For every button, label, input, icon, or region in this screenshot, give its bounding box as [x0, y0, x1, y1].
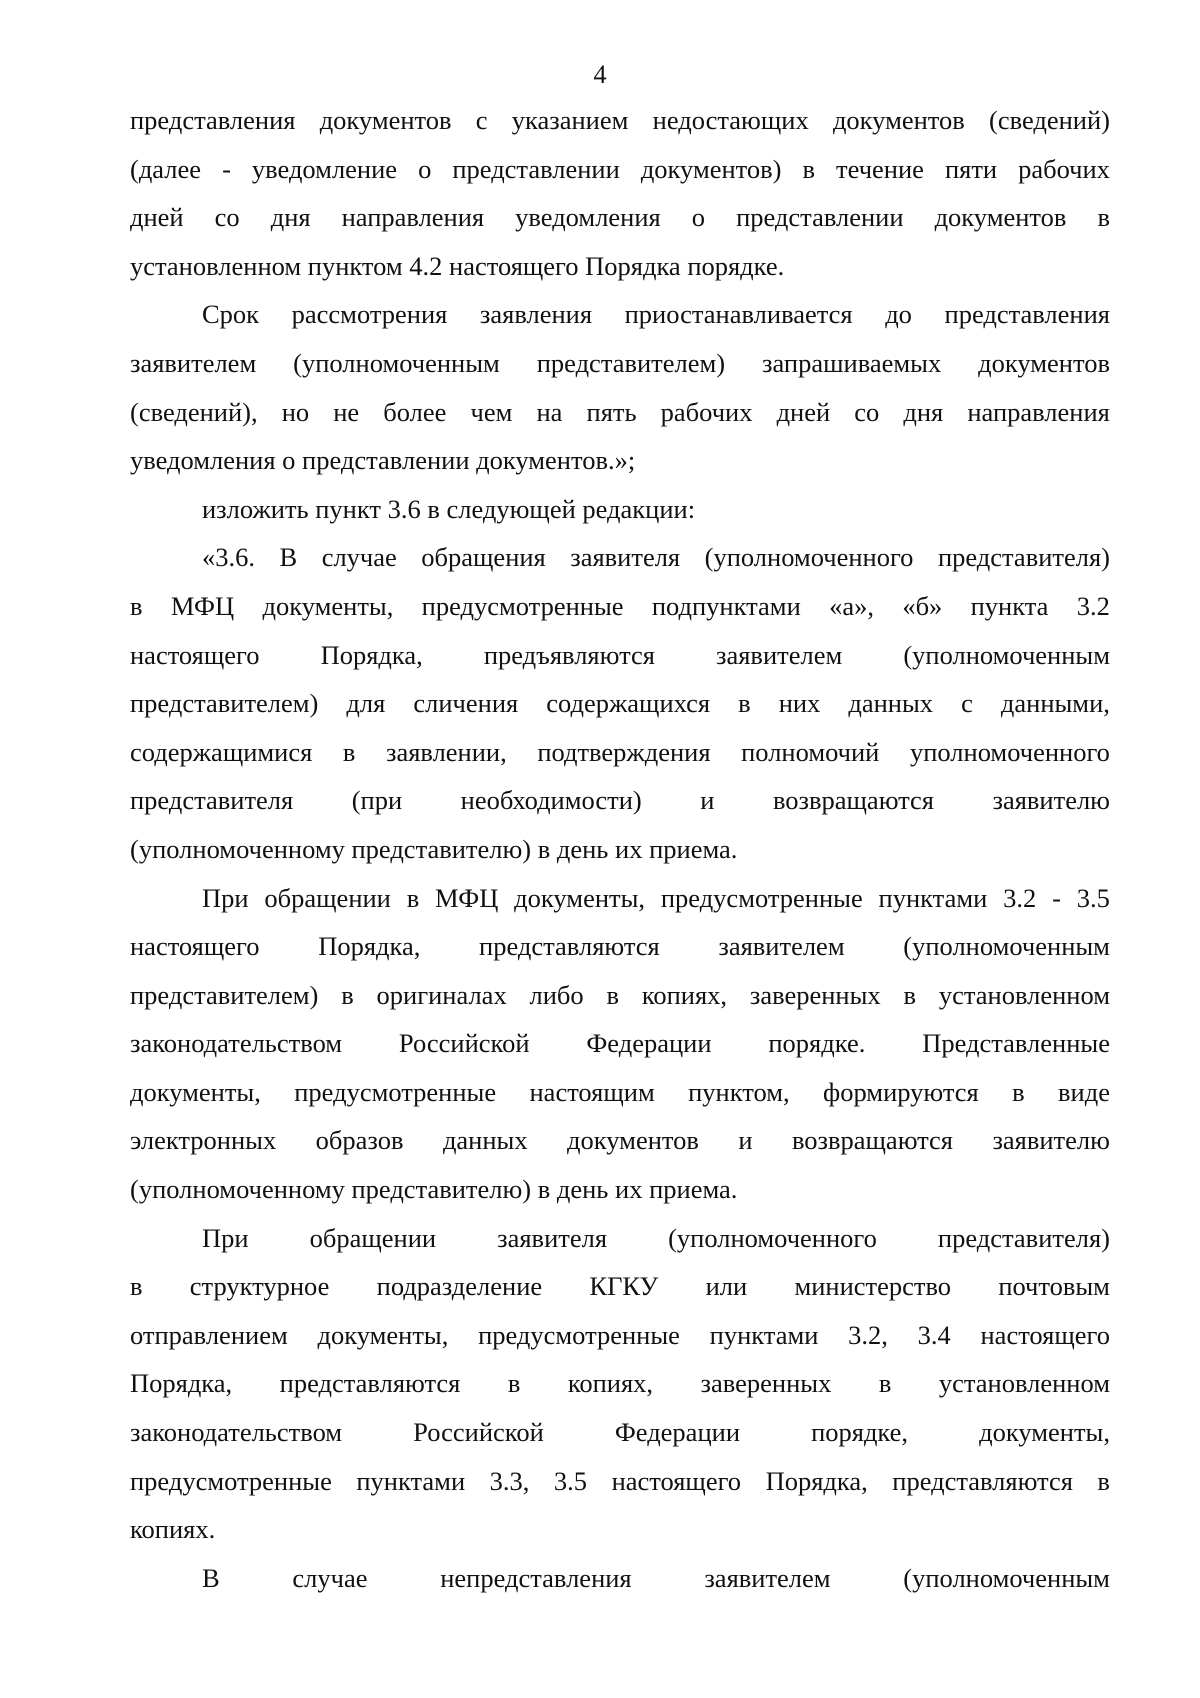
word: или — [705, 1271, 748, 1302]
word: законодательством — [130, 1028, 343, 1059]
word: представителем) — [536, 347, 726, 378]
word: предусмотренные — [421, 590, 624, 621]
word: Российской — [398, 1028, 530, 1059]
word: подпунктами — [651, 590, 801, 621]
text-line — [130, 922, 1110, 971]
text-line — [130, 339, 1110, 388]
text-line — [130, 533, 1110, 582]
word: документы, — [979, 1417, 1110, 1448]
word: «б» — [902, 590, 943, 621]
word: дней — [776, 396, 831, 427]
word: полномочий — [741, 736, 880, 767]
text-line: установленном пунктом 4.2 настоящего Порядка порядке. — [130, 250, 785, 281]
word: недостающих — [652, 105, 809, 135]
word: пунктами — [709, 1319, 819, 1350]
word: (уполномоченного — [668, 1222, 877, 1253]
word: до — [885, 299, 912, 330]
word: представляются — [892, 1465, 1073, 1496]
text-line: уведомления о представлении документов.»; — [130, 445, 636, 476]
word: документов) — [640, 153, 782, 184]
word: 3.2, — [848, 1319, 888, 1350]
word: документов — [978, 347, 1110, 378]
word: представлении — [736, 202, 904, 233]
word: в — [130, 590, 143, 621]
word: пунктом, — [688, 1076, 790, 1107]
word: в — [878, 1368, 892, 1399]
word: заявления — [479, 299, 593, 330]
word: на — [536, 396, 563, 427]
word: Порядка, — [318, 931, 421, 962]
page-number: 4 — [593, 60, 607, 89]
word: заявителя — [497, 1222, 608, 1253]
word: представлении — [452, 153, 620, 184]
word: отправлением — [130, 1319, 288, 1350]
word: МФЦ — [435, 882, 499, 913]
word: возвращаются — [791, 1125, 953, 1156]
word: содержащихся — [546, 688, 711, 719]
word: МФЦ — [170, 590, 235, 621]
word: рассмотрения — [291, 299, 448, 330]
word: документы, — [130, 1076, 261, 1107]
word: (уполномоченным — [903, 639, 1110, 670]
word: документы, — [317, 1319, 449, 1350]
word: в — [341, 979, 354, 1010]
word: со — [214, 202, 240, 233]
word: уведомление — [251, 153, 398, 184]
word: направления — [341, 202, 485, 233]
word: При — [202, 1222, 249, 1253]
word: Представленные — [922, 1028, 1110, 1059]
text-line — [130, 1554, 1110, 1603]
word: (при — [351, 785, 403, 816]
word: (уполномоченным — [293, 347, 500, 378]
word: представляются — [279, 1368, 461, 1399]
word: заявлении, — [385, 736, 507, 767]
text-line — [130, 145, 1110, 194]
word: - — [222, 153, 231, 184]
text-line — [130, 193, 1110, 242]
word: настоящего — [130, 639, 260, 670]
word: в — [903, 979, 917, 1010]
word: дня — [270, 202, 311, 233]
word: в — [738, 688, 751, 719]
word: При — [202, 882, 249, 913]
word: представителя) — [937, 542, 1110, 573]
word: данными, — [1000, 688, 1110, 719]
word: (далее — [130, 153, 202, 184]
word: «3.6. — [202, 542, 255, 573]
word: документов — [567, 1125, 699, 1156]
word: для — [346, 688, 386, 719]
word: в — [507, 1368, 521, 1399]
word: 3.2 — [1076, 590, 1110, 621]
word: настоящего — [611, 1465, 742, 1496]
word: запрашиваемых — [762, 347, 942, 378]
word: настоящего — [980, 1319, 1110, 1350]
word: обращении — [264, 882, 391, 913]
word: возвращаются — [772, 785, 934, 816]
text-line — [130, 290, 1110, 339]
word: подразделение — [376, 1271, 543, 1302]
word: документов — [934, 202, 1067, 233]
word: 3.2 — [1003, 882, 1037, 913]
word: представления — [130, 105, 296, 135]
word: министерство — [794, 1271, 952, 1302]
word: уведомления — [515, 202, 661, 233]
word: обращении — [309, 1222, 437, 1253]
word: почтовым — [998, 1271, 1110, 1302]
word: сличения — [413, 688, 519, 719]
word: пункта — [970, 590, 1049, 621]
word: представления — [944, 299, 1110, 330]
word: в — [342, 736, 356, 767]
word: предусмотренные — [478, 1319, 680, 1350]
text-line — [130, 679, 1110, 728]
word: данных — [442, 1125, 528, 1156]
word: «а», — [829, 590, 874, 621]
text-line: копиях. — [130, 1514, 216, 1545]
word: более — [383, 396, 447, 427]
word: в — [606, 979, 620, 1010]
word: установленном — [938, 1368, 1110, 1399]
word: предусмотренные — [130, 1465, 332, 1496]
document-body — [130, 96, 1110, 1602]
word: 3.3, — [489, 1465, 530, 1496]
word: либо — [529, 979, 584, 1010]
text-line — [130, 1116, 1110, 1165]
word: со — [854, 396, 880, 427]
word: (сведений) — [989, 105, 1110, 135]
word: необходимости) — [460, 785, 642, 816]
text-line — [130, 1068, 1110, 1117]
word: копиях, — [641, 979, 728, 1010]
word: законодательством — [130, 1417, 343, 1448]
word: о — [691, 202, 706, 233]
word: Федерации — [614, 1417, 740, 1448]
word: в — [1097, 1465, 1110, 1496]
word: течение — [836, 153, 924, 184]
word: подтверждения — [537, 736, 711, 767]
word: (уполномоченным — [903, 1562, 1110, 1593]
text-line — [130, 776, 1110, 825]
word: в — [406, 882, 420, 913]
word: с — [475, 105, 488, 135]
word: (уполномоченным — [903, 931, 1110, 962]
word: о — [418, 153, 432, 184]
word: пяти — [944, 153, 998, 184]
word: случае — [292, 1562, 368, 1593]
text-line — [130, 582, 1110, 631]
word: Российской — [413, 1417, 544, 1448]
text-line: (уполномоченному представителю) в день их приема. — [130, 833, 738, 864]
word: дня — [903, 396, 944, 427]
word: представителя — [130, 785, 294, 816]
word: направления — [967, 396, 1110, 427]
word: пунктами — [356, 1465, 466, 1496]
word: копиях, — [567, 1368, 654, 1399]
word: заявителем — [718, 931, 845, 962]
text-line — [130, 1457, 1110, 1506]
word: и — [700, 785, 715, 816]
word: порядке, — [811, 1417, 909, 1448]
word: пять — [586, 396, 637, 427]
word: непредставления — [440, 1562, 632, 1593]
word: рабочих — [1018, 153, 1110, 184]
word: документы, — [514, 882, 646, 913]
word: формируются — [823, 1076, 979, 1107]
word: них — [778, 688, 821, 719]
word: КГКУ — [589, 1271, 659, 1302]
word: заявителем — [716, 639, 843, 670]
word: уполномоченного — [909, 736, 1110, 767]
word: приостанавливается — [624, 299, 853, 330]
word: образов — [315, 1125, 404, 1156]
word: виде — [1058, 1076, 1110, 1107]
text-line — [130, 971, 1110, 1020]
word: в — [130, 1271, 143, 1302]
text-line — [130, 874, 1110, 923]
word: настоящего — [130, 931, 260, 962]
text-line — [130, 728, 1110, 777]
word: Порядка, — [320, 639, 423, 670]
word: чем — [470, 396, 513, 427]
word: Порядка, — [130, 1368, 233, 1399]
word: случае — [321, 542, 397, 573]
word: (сведений), — [130, 396, 258, 427]
word: Федерации — [586, 1028, 712, 1059]
word: предусмотренные — [660, 882, 863, 913]
word: структурное — [189, 1271, 330, 1302]
word: в — [802, 153, 816, 184]
word: представителем) — [130, 979, 319, 1010]
text-line: (уполномоченному представителю) в день их приема. — [130, 1174, 738, 1205]
word: представляются — [479, 931, 660, 962]
word: порядке. — [768, 1028, 866, 1059]
word: документов — [832, 105, 965, 135]
text-line — [130, 631, 1110, 680]
word: 3.5 — [1076, 882, 1110, 913]
word: содержащимися — [130, 736, 313, 767]
word: заявителю — [992, 1125, 1110, 1156]
word: документы, — [262, 590, 394, 621]
word: данных — [848, 688, 934, 719]
word: заверенных — [700, 1368, 832, 1399]
word: документов — [319, 105, 452, 135]
word: Порядка, — [765, 1465, 868, 1496]
text-line — [130, 1019, 1110, 1068]
text-line — [130, 1262, 1110, 1311]
word: установленном — [938, 979, 1110, 1010]
word: предусмотренные — [294, 1076, 497, 1107]
word: не — [333, 396, 360, 427]
text-line: изложить пункт 3.6 в следующей редакции: — [202, 493, 696, 524]
word: 3.4 — [917, 1319, 951, 1350]
word: но — [281, 396, 310, 427]
word: заверенных — [749, 979, 881, 1010]
word: - — [1052, 882, 1061, 913]
text-line — [130, 1408, 1110, 1457]
word: заявителем — [704, 1562, 831, 1593]
word: в — [1012, 1076, 1025, 1107]
word: представителем) — [130, 688, 319, 719]
word: заявителя — [570, 542, 681, 573]
word: В — [202, 1562, 220, 1593]
text-line — [130, 1214, 1110, 1263]
word: заявителю — [992, 785, 1110, 816]
word: электронных — [130, 1125, 277, 1156]
word: Срок — [202, 299, 260, 330]
word: пунктами — [878, 882, 988, 913]
word: обращения — [421, 542, 546, 573]
word: с — [961, 688, 973, 719]
text-line — [130, 1359, 1110, 1408]
word: в — [1097, 202, 1110, 233]
word: заявителем — [130, 347, 257, 378]
word: настоящим — [529, 1076, 655, 1107]
word: представителя) — [937, 1222, 1110, 1253]
word: и — [738, 1125, 753, 1156]
word: дней — [130, 202, 184, 233]
text-line — [130, 96, 1110, 145]
word: оригиналах — [376, 979, 507, 1010]
text-line — [130, 1311, 1110, 1360]
text-line — [130, 388, 1110, 437]
word: (уполномоченного — [704, 542, 914, 573]
word: предъявляются — [483, 639, 655, 670]
word: указанием — [511, 105, 629, 135]
word: рабочих — [660, 396, 753, 427]
word: 3.5 — [553, 1465, 588, 1496]
word: В — [279, 542, 298, 573]
